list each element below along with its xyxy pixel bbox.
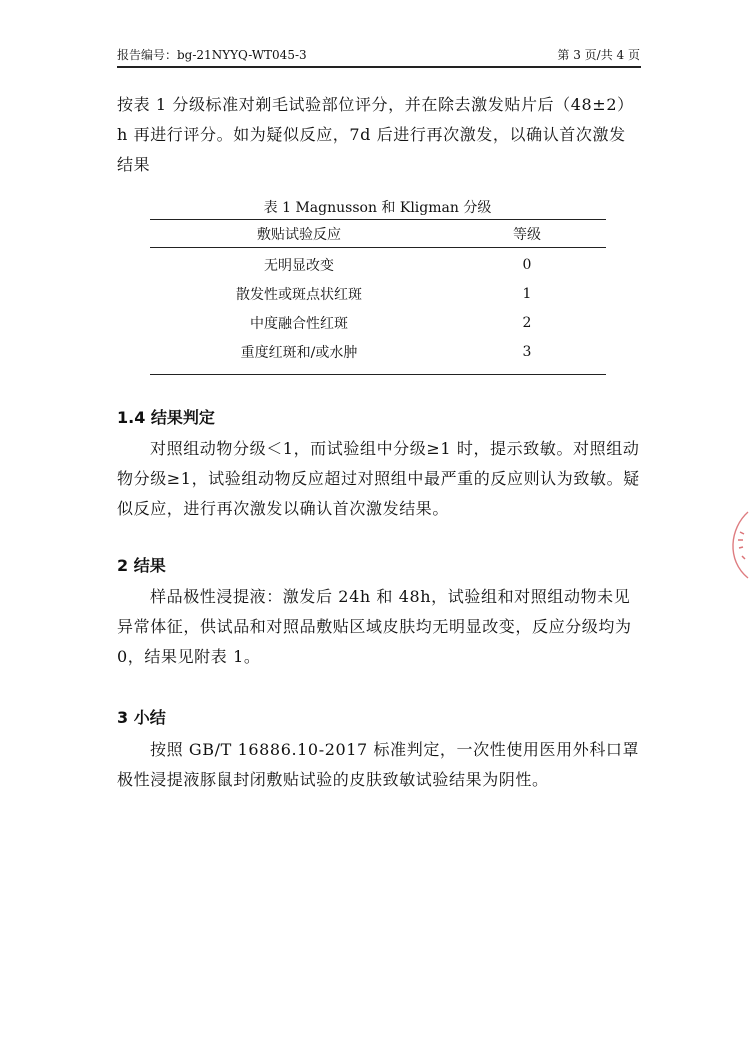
section-heading-1-4: 1.4 结果判定 bbox=[117, 408, 215, 427]
section-3-text: 按照 GB/T 16886.10-2017 标准判定，一次性使用医用外科口罩极性浸提液豚鼠封闭敷贴试验的皮肤致敏试验结果为阴性。 bbox=[117, 740, 640, 789]
table-title: 表 1 Magnusson 和 Kligman 分级 bbox=[263, 200, 492, 216]
table-cell-grade: 0 bbox=[522, 256, 532, 273]
table-header-grade: 等级 bbox=[513, 226, 541, 243]
section-heading-2: 2 结果 bbox=[117, 556, 166, 575]
table-cell-grade: 1 bbox=[522, 285, 532, 302]
page-number: 第 3 页/共 4 页 bbox=[557, 48, 640, 62]
header-divider bbox=[117, 66, 641, 68]
table-cell-grade: 2 bbox=[522, 314, 532, 331]
table-cell-reaction: 中度融合性红斑 bbox=[250, 315, 348, 332]
table-cell-reaction: 散发性或斑点状红斑 bbox=[236, 286, 362, 303]
grading-table bbox=[150, 219, 606, 375]
table-cell-reaction: 无明显改变 bbox=[264, 257, 334, 274]
table-row bbox=[150, 337, 606, 366]
table-row bbox=[150, 308, 606, 337]
table-bottom-rule bbox=[150, 374, 606, 375]
report-number: 报告编号：bg-21NYYQ-WT045-3 bbox=[117, 48, 307, 62]
seal-stamp-fragment bbox=[718, 510, 750, 580]
section-2-text: 样品极性浸提液：激发后 24h 和 48h，试验组和对照组动物未见异常体征，供试品和对照品敷贴区域皮肤均无明显改变，反应分级均为 0，结果见附表 1。 bbox=[117, 587, 632, 666]
table-header-reaction: 敷贴试验反应 bbox=[257, 226, 341, 243]
table-cell-grade: 3 bbox=[522, 343, 532, 360]
section-1-4-text: 对照组动物分级＜1，而试验组中分级≥1 时，提示致敏。对照组动物分级≥1，试验组动物反应超过对照组中最严重的反应则认为致敏。疑似反应，进行再次激发以确认首次激发结果。 bbox=[117, 439, 640, 518]
table-cell-reaction: 重度红斑和/或水肿 bbox=[240, 344, 358, 361]
table-header-row bbox=[150, 220, 606, 247]
intro-paragraph: 按表 1 分级标准对剃毛试验部位评分，并在除去激发贴片后（48±2）h 再进行评分。如为疑似反应，7d 后进行再次激发，以确认首次激发结果 bbox=[117, 95, 634, 174]
table-row bbox=[150, 279, 606, 308]
section-heading-3: 3 小结 bbox=[117, 708, 166, 727]
table-row bbox=[150, 250, 606, 279]
